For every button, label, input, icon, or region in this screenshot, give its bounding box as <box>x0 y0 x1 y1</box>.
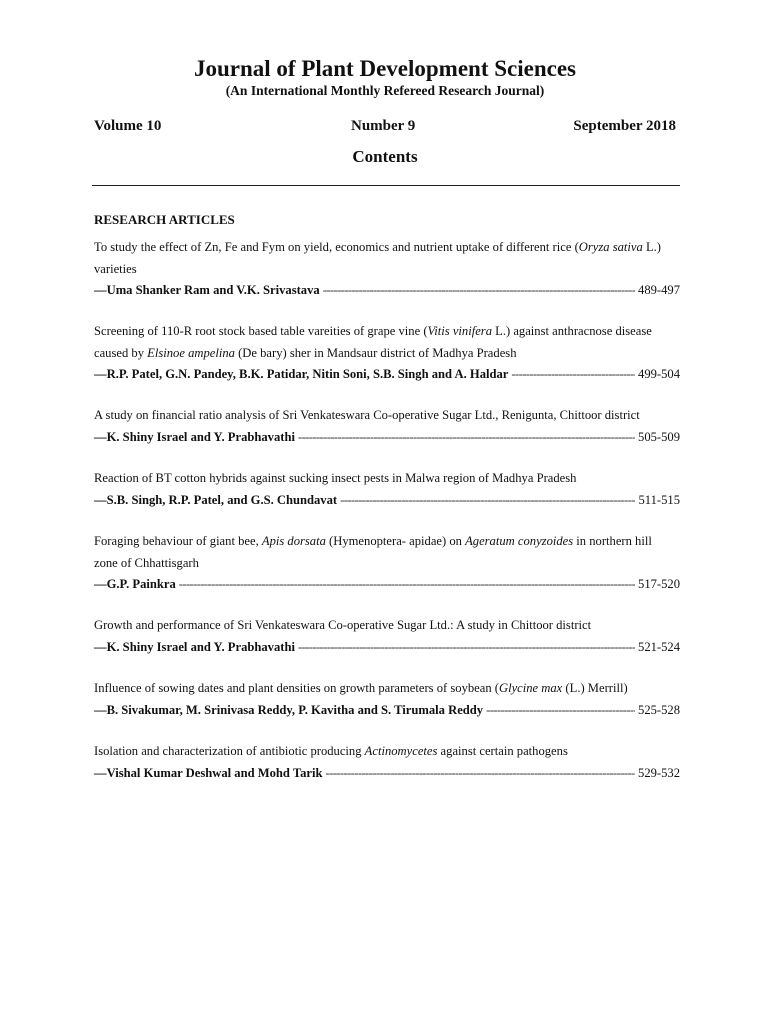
dot-leader <box>298 427 635 449</box>
article-pages: 529-532 <box>638 765 680 780</box>
article-title: Screening of 110-R root stock based table vareities of grape vine (Vitis vinifera L.) against anthracnose disease <box>94 324 652 338</box>
issue-date: September 2018 <box>573 118 676 134</box>
article-entry <box>94 531 680 596</box>
article-entry <box>94 468 680 511</box>
article-title: A study on financial ratio analysis of Sri Venkateswara Co-operative Sugar Ltd., Renigunta, Chittoor district <box>94 408 640 422</box>
contents-heading: Contents <box>352 147 418 166</box>
article-title: To study the effect of Zn, Fe and Fym on yield, economics and nutrient uptake of different rice (Oryza sativa L.) <box>94 240 661 254</box>
article-authors-line <box>94 637 680 659</box>
article-title: Influence of sowing dates and plant densities on growth parameters of soybean (Glycine max (L.) Merrill) <box>94 681 628 695</box>
journal-subtitle: (An International Monthly Refereed Research Journal) <box>225 83 545 98</box>
article-authors-line <box>94 280 680 302</box>
article-authors: —K. Shiny Israel and Y. Prabhavathi <box>94 639 295 654</box>
article-authors-line <box>94 364 680 386</box>
article-entry <box>94 615 680 658</box>
article-authors-line <box>94 490 680 512</box>
dot-leader <box>323 280 635 302</box>
article-entry <box>94 741 680 784</box>
dot-leader <box>486 700 635 722</box>
article-entry <box>94 405 680 448</box>
dot-leader <box>511 364 635 386</box>
article-authors: —G.P. Painkra <box>94 577 176 591</box>
article-authors-line <box>94 574 680 596</box>
article-authors: —Vishal Kumar Deshwal and Mohd Tarik <box>94 765 323 780</box>
journal-title: Journal of Plant Development Sciences <box>193 56 576 81</box>
section-heading: RESEARCH ARTICLES <box>94 212 235 227</box>
article-pages: 489-497 <box>638 283 680 297</box>
article-pages: 517-520 <box>638 577 680 591</box>
article-authors: —Uma Shanker Ram and V.K. Srivastava <box>94 283 320 297</box>
number-label: Number 9 <box>351 118 416 134</box>
article-authors: —R.P. Patel, G.N. Pandey, B.K. Patidar, Nitin Soni, S.B. Singh and A. Haldar <box>94 367 509 381</box>
dot-leader <box>179 574 635 596</box>
article-entry <box>94 237 680 302</box>
article-pages: 525-528 <box>638 702 680 717</box>
dot-leader <box>340 490 635 512</box>
article-authors: —S.B. Singh, R.P. Patel, and G.S. Chundavat <box>94 492 338 507</box>
article-authors-line <box>94 700 680 722</box>
article-pages: 499-504 <box>638 367 680 381</box>
article-title-cont: zone of Chhattisgarh <box>94 555 199 570</box>
article-title: Foraging behaviour of giant bee, Apis dorsata (Hymenoptera- apidae) on Ageratum conyzoides in northern hill <box>94 534 652 548</box>
article-pages: 511-515 <box>638 492 680 507</box>
divider-rule <box>92 185 680 186</box>
volume-label: Volume 10 <box>94 118 162 134</box>
article-title: Isolation and characterization of antibiotic producing Actinomycetes against certain pathogens <box>94 744 568 758</box>
article-authors-line <box>94 763 680 785</box>
dot-leader <box>326 763 636 785</box>
article-authors: —K. Shiny Israel and Y. Prabhavathi <box>94 429 295 444</box>
dot-leader <box>298 637 635 659</box>
article-title: Growth and performance of Sri Venkateswara Co-operative Sugar Ltd.: A study in Chittoor district <box>94 618 592 632</box>
article-entry <box>94 321 680 386</box>
article-authors-line <box>94 427 680 449</box>
article-pages: 521-524 <box>638 639 680 654</box>
article-title-cont: caused by Elsinoe ampelina (De bary) sher in Mandsaur district of Madhya Pradesh <box>94 345 517 360</box>
article-title: Reaction of BT cotton hybrids against sucking insect pests in Malwa region of Madhya Pradesh <box>94 471 577 485</box>
article-authors: —B. Sivakumar, M. Srinivasa Reddy, P. Kavitha and S. Tirumala Reddy <box>94 702 484 717</box>
article-entry <box>94 678 680 721</box>
article-pages: 505-509 <box>638 429 680 444</box>
article-title-cont: varieties <box>94 261 137 276</box>
